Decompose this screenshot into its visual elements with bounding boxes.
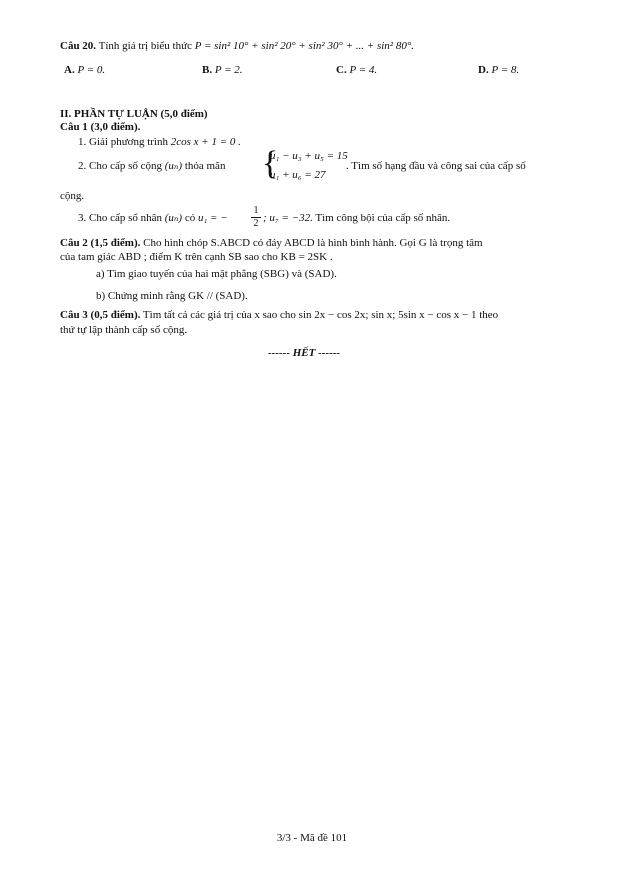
page-footer: 3/3 - Mã đề 101 [276,832,348,844]
fraction-denominator: 2 [253,218,259,229]
question-20-label: Câu 20. [60,40,97,52]
question-1-label: Câu 1 (3,0 điểm). [60,121,141,133]
item-2-text-c: . Tìm số hạng đầu và công sai của cấp số [346,160,526,172]
item-1-formula: 2cos x + 1 = 0 . [170,136,241,148]
item-3-text-c: Tìm công bội của cấp số nhân. [315,212,451,224]
item-3-text-a: Cho cấp số nhân [89,212,163,224]
item-3-u7: ; u₇ = −32. [263,212,313,224]
question-1-item-1 [78,136,241,150]
item-2-sequence: (uₙ) [164,160,183,172]
question-20-text: Tính giá trị biểu thức [98,40,192,52]
fraction-numerator: 1 [251,205,261,218]
question-2-part-b: b) Chứng minh rằng GK // (SAD). [96,290,248,302]
option-d-letter: D. [478,64,489,76]
question-20 [60,40,414,54]
question-3-line-2: thứ tự lập thành cấp số cộng. [60,324,188,336]
question-2-part-a: a) Tìm giao tuyến của hai mặt phẳng (SBG) và (SAD). [96,268,337,280]
question-2-text-1: Cho hình chóp S.ABCD có đáy ABCD là hình bình hành. Gọi G là trọng tâm [143,237,483,249]
question-20-formula: P = sin² 10° + sin² 20° + sin² 30° + ... + sin² 80°. [194,40,414,52]
left-brace-icon: { [262,145,279,182]
item-3-u1: u₁ = − [197,212,228,224]
question-2-line-2: của tam giác ABD ; điểm K trên cạnh SB sao cho KB = 2SK . [60,251,333,263]
system-equation-1: u₁ − u₃ + u₅ = 15 [270,150,348,162]
question-2-label: Câu 2 (1,5 điểm). [60,237,141,249]
item-3-tail [263,212,450,226]
option-c-letter: C. [336,64,347,76]
question-3-label: Câu 3 (0,5 điểm). [60,309,141,321]
option-b-value: P = 2. [214,64,243,76]
option-c-value: P = 4. [349,64,378,76]
item-3-sequence: (uₙ) [164,212,183,224]
option-d [478,64,519,78]
option-d-value: P = 8. [491,64,520,76]
question-1-item-3 [78,212,228,226]
item-3-number: 3. [78,212,87,224]
end-mark: ------ HẾT ------ [268,347,341,359]
fraction-one-half [251,205,261,230]
equation-system [262,145,352,188]
item-2-number: 2. [78,160,87,172]
option-a-letter: A. [64,64,75,76]
question-3-text-1: Tìm tất cả các giá trị của x sao cho sin 2x − cos 2x; sin x; 5sin x − cos x − 1 theo [142,309,499,321]
item-1-number: 1. [78,136,87,148]
item-2-text-d: cộng. [60,190,85,202]
item-1-text: Giải phương trình [89,136,168,148]
option-a [64,64,105,78]
option-c [336,64,377,78]
question-3-line-1 [60,309,498,323]
item-2-text-a: Cho cấp số cộng [89,160,163,172]
part2-heading: II. PHẦN TỰ LUẬN (5,0 điểm) [60,108,208,120]
question-1-item-2 [78,160,225,174]
system-equation-2: u₁ + u₆ = 27 [270,169,326,181]
option-a-value: P = 0. [77,64,106,76]
option-b-letter: B. [202,64,213,76]
item-3-text-b: có [184,212,196,224]
option-b [202,64,243,78]
question-2-line-1 [60,237,483,251]
item-2-text-b: thỏa mãn [184,160,226,172]
